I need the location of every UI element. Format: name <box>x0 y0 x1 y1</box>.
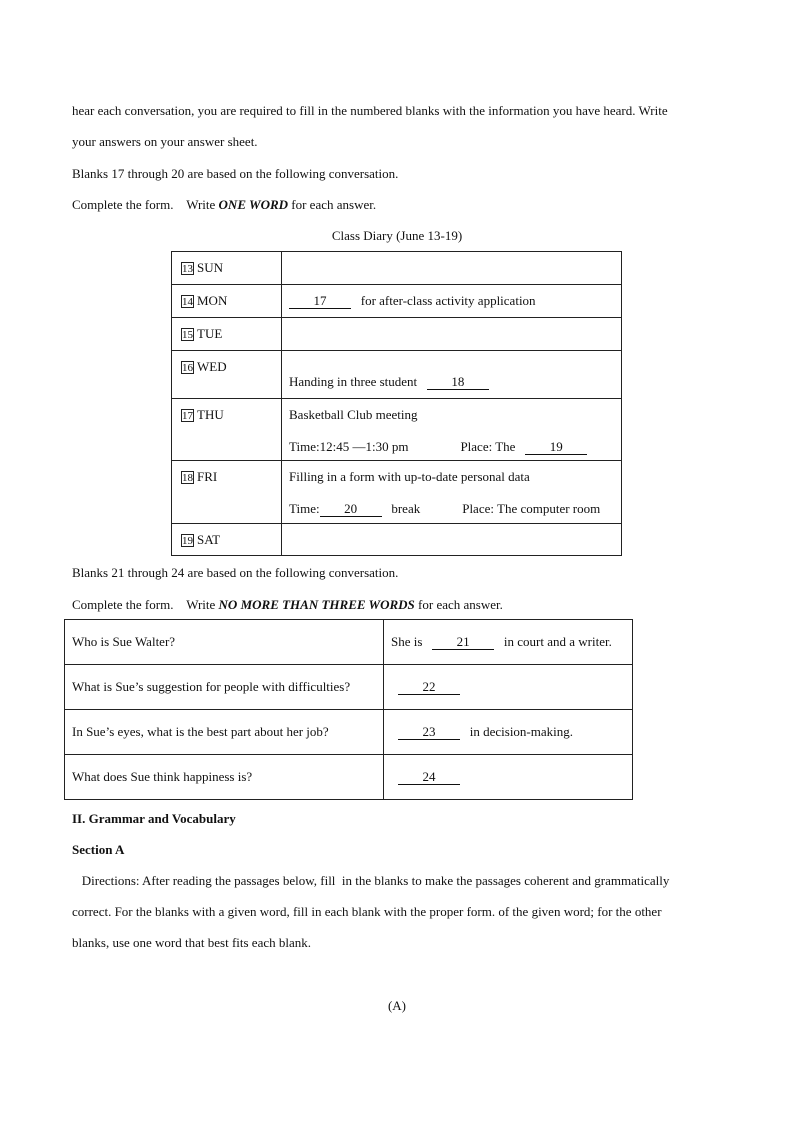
qa-row: What does Sue think happiness is? 24 <box>65 755 633 800</box>
diary-row-mon: 14 MON 17 for after-class activity application <box>172 285 622 318</box>
blank-18: 18 <box>427 375 489 390</box>
complete-instruction-2: Complete the form. Write NO MORE THAN THREE WORDS for each answer. <box>72 597 503 612</box>
blank-24: 24 <box>398 770 460 785</box>
diary-row-tue: 15 TUE <box>172 318 622 351</box>
diary-row-thu: 17 THU Basketball Club meeting Time:12:45 —1:30 pm Place: The 19 <box>172 399 622 461</box>
diary-row-wed: 16 WED Handing in three student 18 <box>172 351 622 399</box>
diary-row-fri: 18 FRI Filling in a form with up-to-date personal data Time: 20 break Place: The computer room <box>172 461 622 524</box>
qa-row: In Sue’s eyes, what is the best part about her job? 23 in decision-making. <box>65 710 633 755</box>
blank-20: 20 <box>320 502 382 517</box>
intro-line-2: your answers on your answer sheet. <box>72 134 258 149</box>
passage-label: (A) <box>387 998 407 1013</box>
complete-instruction-1: Complete the form. Write ONE WORD for each answer. <box>72 197 377 212</box>
directions-line-3: blanks, use one word that best fits each blank. <box>72 935 311 950</box>
sue-walter-table <box>64 619 633 800</box>
qa-row: What is Sue’s suggestion for people with difficulties? 22 <box>65 665 633 710</box>
blank-17: 17 <box>289 294 351 309</box>
diary-row-sun: 13 SUN <box>172 252 622 285</box>
blank-21: 21 <box>432 635 494 650</box>
blanks-21-24-note: Blanks 21 through 24 are based on the following conversation. <box>72 565 399 580</box>
qa-row: Who is Sue Walter? She is 21 in court and a writer. <box>65 620 633 665</box>
blank-22: 22 <box>398 680 460 695</box>
diary-row-sat: 19 SAT <box>172 524 622 556</box>
grammar-heading: II. Grammar and Vocabulary <box>72 811 236 826</box>
directions-line-2: correct. For the blanks with a given word, fill in each blank with the proper form. of the given word; for the other <box>72 904 662 919</box>
blanks-17-20-note: Blanks 17 through 20 are based on the following conversation. <box>72 166 399 181</box>
directions-line-1: Directions: After reading the passages below, fill in the blanks to make the passages coherent and grammatically <box>72 873 670 888</box>
diary-title: Class Diary (June 13-19) <box>331 228 463 243</box>
blank-19: 19 <box>525 440 587 455</box>
intro-line-1: hear each conversation, you are required to fill in the numbered blanks with the information you have heard. Write <box>72 103 668 118</box>
class-diary-table <box>171 251 622 556</box>
blank-23: 23 <box>398 725 460 740</box>
section-a-heading: Section A <box>72 842 125 857</box>
